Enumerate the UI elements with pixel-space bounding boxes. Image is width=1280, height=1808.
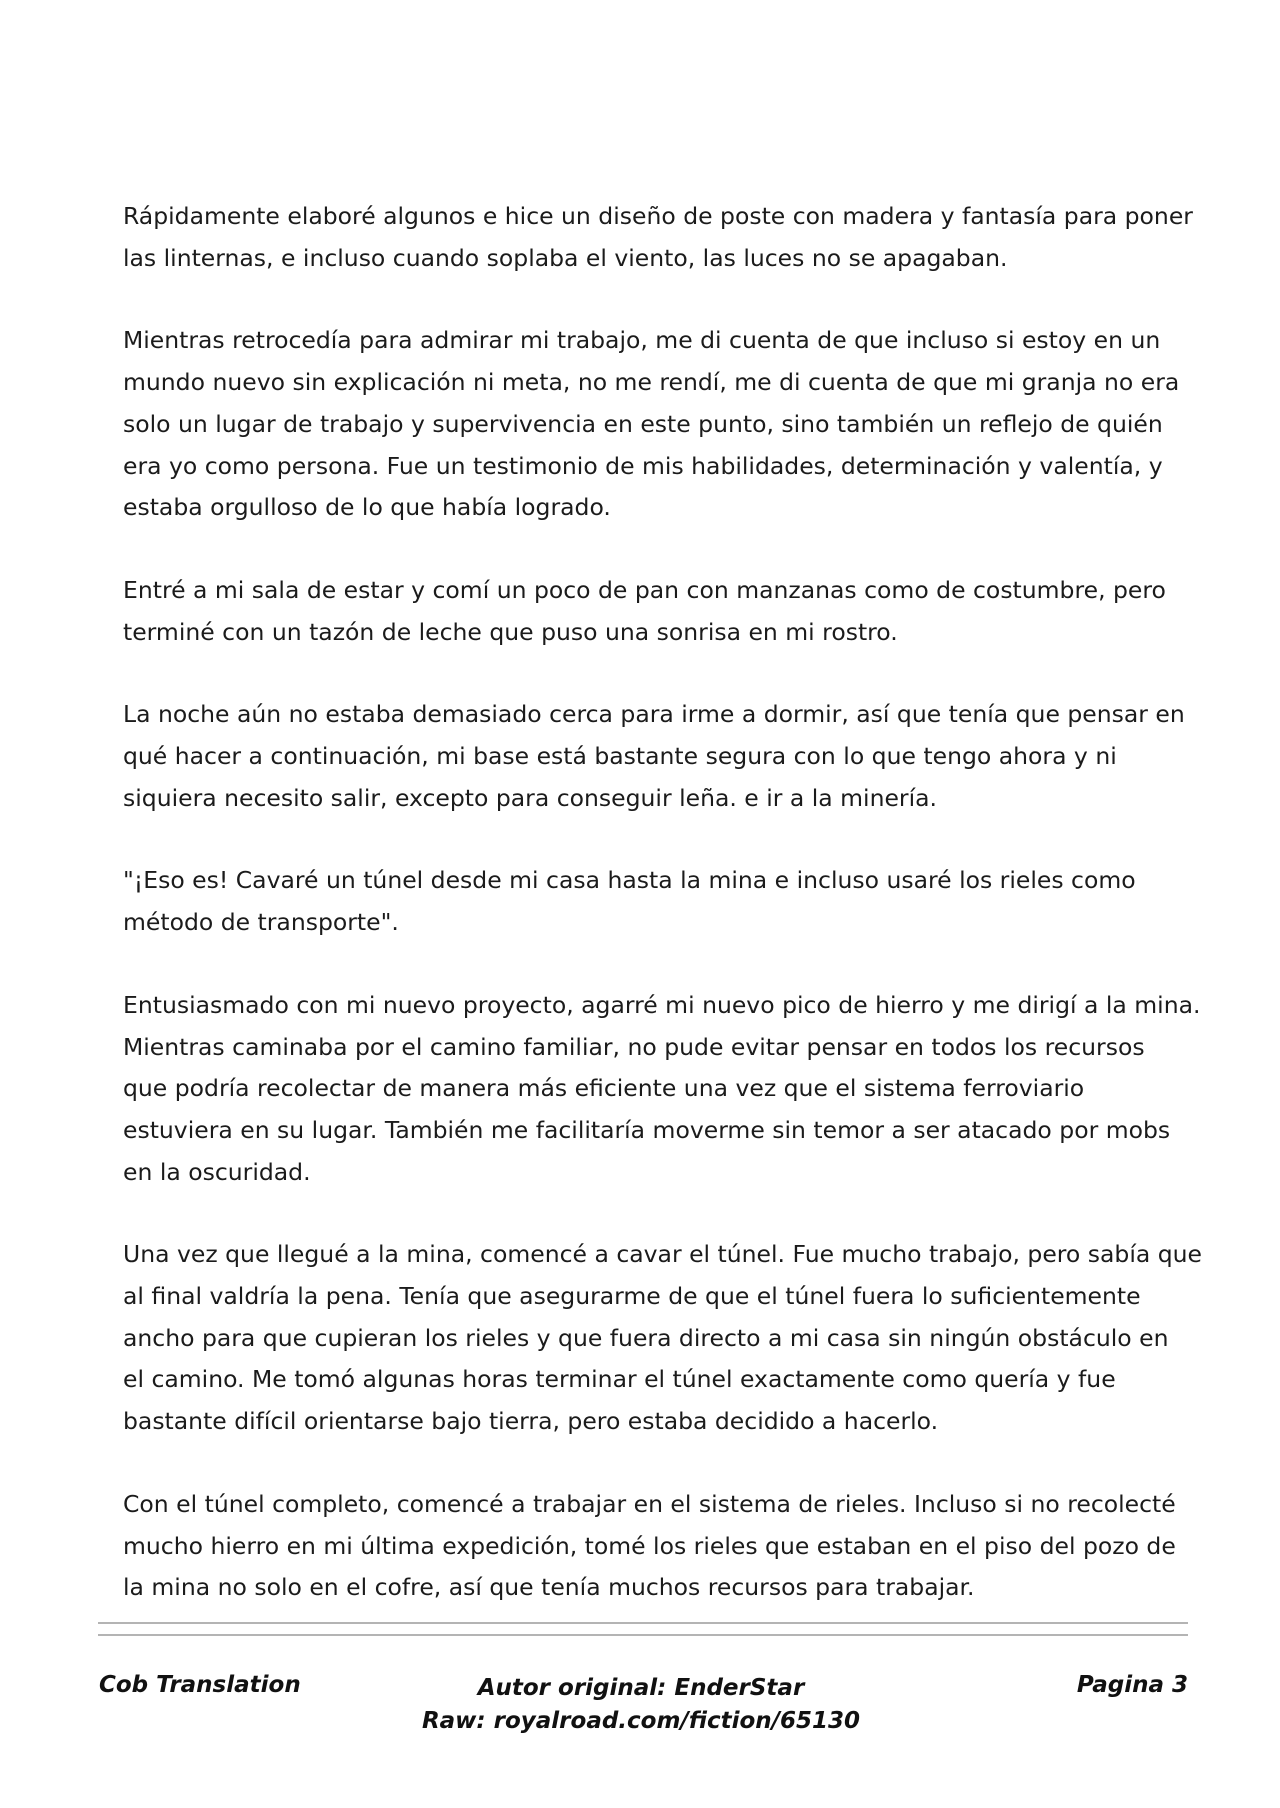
paragraph — [123, 1484, 1203, 1609]
paragraph — [123, 196, 1203, 279]
text-line: estuviera en su lugar. También me facilitaría moverme sin temor a ser atacado por mobs — [123, 1115, 1171, 1144]
text-line: Una vez que llegué a la mina, comencé a cavar el túnel. Fue mucho trabajo, pero sabía que — [123, 1240, 1203, 1269]
footer-page-number: Pagina 3 — [1076, 1672, 1188, 1698]
text-line: Rápidamente elaboré algunos e hice un diseño de poste con madera y fantasía para poner — [123, 202, 1193, 230]
text-line: bastante difícil orientarse bajo tierra, pero estaba decidido a hacerlo. — [123, 1407, 939, 1436]
paragraph — [123, 1234, 1203, 1443]
text-line: Mientras caminaba por el camino familiar, no pude evitar pensar en todos los recursos — [123, 1032, 1145, 1061]
text-line: Mientras retrocedía para admirar mi trabajo, me di cuenta de que incluso si estoy en un — [123, 326, 1161, 355]
text-line: método de transporte". — [123, 908, 399, 937]
paragraph — [123, 860, 1203, 943]
paragraph — [123, 570, 1203, 653]
text-line: mundo nuevo sin explicación ni meta, no me rendí, me di cuenta de que mi granja no era — [123, 368, 1180, 397]
paragraph — [123, 320, 1203, 529]
text-line: era yo como persona. Fue un testimonio de mis habilidades, determinación y valentía, y — [123, 451, 1163, 480]
text-line: el camino. Me tomó algunas horas terminar el túnel exactamente como quería y fue — [123, 1365, 1116, 1394]
text-line: estaba orgulloso de lo que había logrado. — [123, 493, 611, 522]
text-line: qué hacer a continuación, mi base está bastante segura con lo que tengo ahora y ni — [123, 742, 1117, 771]
footer-credits — [422, 1672, 860, 1738]
body-text — [123, 196, 1203, 1650]
text-line: en la oscuridad. — [123, 1157, 311, 1186]
text-line: "¡Eso es! Cavaré un túnel desde mi casa hasta la mina e incluso usaré los rieles como — [123, 866, 1136, 895]
paragraph — [123, 985, 1203, 1194]
footer-source: Raw: royalroad.com/fiction/65130 — [421, 1708, 861, 1734]
text-line: las linternas, e incluso cuando soplaba el viento, las luces no se apagaban. — [123, 243, 1008, 272]
footer-divider-bottom — [98, 1634, 1188, 1636]
text-line: terminé con un tazón de leche que puso una sonrisa en mi rostro. — [123, 617, 898, 646]
text-line: Entusiasmado con mi nuevo proyecto, agarré mi nuevo pico de hierro y me dirigí a la mina. — [123, 990, 1201, 1019]
text-line: Con el túnel completo, comencé a trabajar en el sistema de rieles. Incluso si no recolecté — [123, 1489, 1176, 1518]
text-line: ancho para que cupieran los rieles y que fuera directo a mi casa sin ningún obstáculo en — [123, 1323, 1169, 1352]
text-line: Entré a mi sala de estar y comí un poco de pan con manzanas como de costumbre, pero — [123, 575, 1166, 604]
text-line: que podría recolectar de manera más eficiente una vez que el sistema ferroviario — [123, 1074, 1085, 1103]
text-line: mucho hierro en mi última expedición, tomé los rieles que estaban en el piso del pozo de — [123, 1531, 1176, 1560]
paragraph — [123, 694, 1203, 819]
footer-translator: Cob Translation — [99, 1672, 301, 1698]
text-line: la mina no solo en el cofre, así que tenía muchos recursos para trabajar. — [123, 1573, 975, 1602]
footer-author: Autor original: EnderStar — [477, 1675, 805, 1701]
text-line: solo un lugar de trabajo y supervivencia en este punto, sino también un reflejo de quién — [123, 409, 1163, 438]
text-line: al final valdría la pena. Tenía que asegurarme de que el túnel fuera lo suficientemente — [123, 1282, 1141, 1311]
text-line: La noche aún no estaba demasiado cerca para irme a dormir, así que tenía que pensar en — [123, 700, 1185, 729]
text-line: siquiera necesito salir, excepto para conseguir leña. e ir a la minería. — [123, 783, 937, 812]
footer-divider-top — [98, 1622, 1188, 1624]
